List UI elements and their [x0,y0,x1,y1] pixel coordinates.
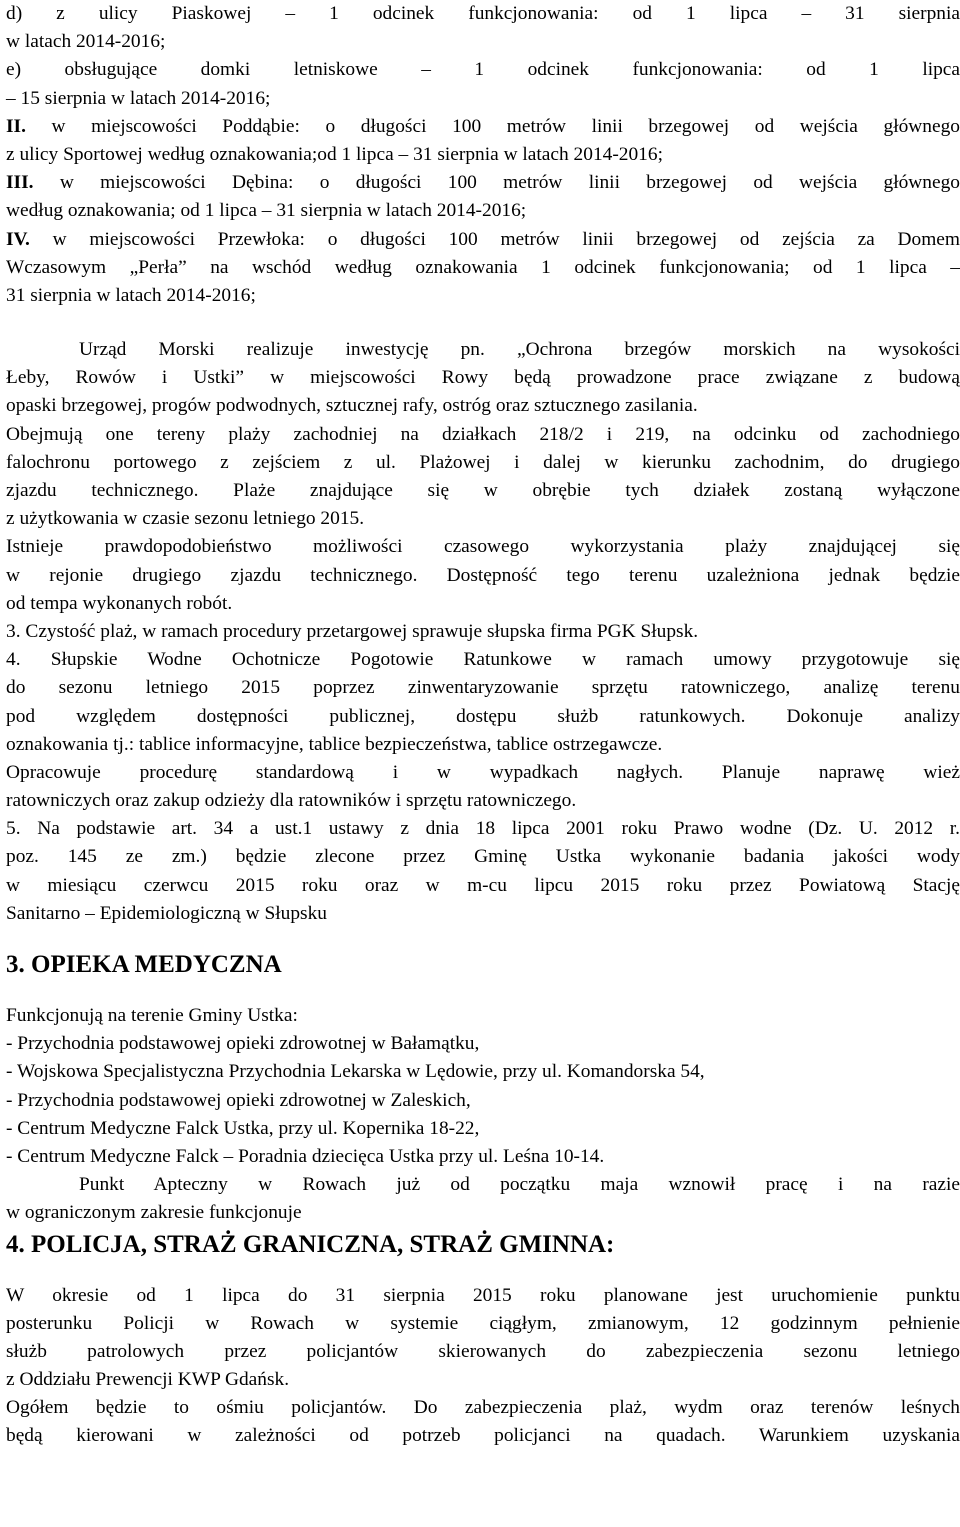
text-line: w ograniczonym zakresie funkcjonuje [6,1202,302,1224]
item-text: w miejscowości Dębina: o długości 100 metrów linii brzegowej od wejścia głównego [33,172,960,194]
list-item-II [6,113,960,169]
text-line: – 15 sierpnia w latach 2014-2016; [6,87,271,109]
list-continuation [6,0,960,113]
point-4 [6,646,960,815]
text-line: z ulicy Sportowej według oznakowania;od 1 lipca – 31 sierpnia w latach 2014-2016; [6,143,663,165]
text-line: ratowniczych oraz zakup odzieży dla ratowników i sprzętu ratowniczego. [6,790,577,812]
point-5 [6,815,960,928]
text-line: opaski brzegowej, progów podwodnych, sztucznej rafy, ostróg oraz sztucznego zasilania. [6,395,698,417]
text-line: e) obsługujące domki letniskowe – 1 odcinek funkcjonowania: od 1 lipca [6,59,960,81]
point-3 [6,618,960,646]
spacer [6,1262,960,1282]
text-line: 31 sierpnia w latach 2014-2016; [6,284,256,306]
paragraph-urzad-morski [6,336,960,618]
list-item: - Centrum Medyczne Falck Ustka, przy ul. Kopernika 18-22, [6,1117,480,1139]
text-line: 4. Słupskie Wodne Ochotnicze Pogotowie Ratunkowe w ramach umowy przygotowuje się [6,649,960,671]
item-text: w miejscowości Przewłoka: o długości 100 metrów linii brzegowej od zejścia za Domem [29,228,960,250]
section-police [6,1228,960,1451]
list-item-IV [6,226,960,311]
section-heading: 3. OPIEKA MEDYCZNA [6,951,282,978]
text-line: z użytkowania w czasie sezonu letniego 2015. [6,508,365,530]
text-line: Istnieje prawdopodobieństwo możliwości czasowego wykorzystania plaży znajdującej się [6,536,960,558]
item-marker: II. [6,115,26,137]
text-line [6,113,960,141]
text-line: Urząd Morski realizuje inwestycję pn. „Ochrona brzegów morskich na wysokości [79,339,960,361]
text-line: według oznakowania; od 1 lipca – 31 sierpnia w latach 2014-2016; [6,200,527,222]
item-marker: IV. [6,228,30,250]
list-item: - Przychodnia podstawowej opieki zdrowotnej w Zaleskich, [6,1089,471,1111]
text-line: Sanitarno – Epidemiologiczną w Słupsku [6,902,327,924]
document-page [6,0,960,1451]
text-line: Opracowuje procedurę standardową i w wypadkach nagłych. Planuje naprawę wież [6,761,960,783]
spacer [6,982,960,1002]
section-medical-care [6,948,960,1228]
text-line: falochronu portowego z zejściem z ul. Plażowej i dalej w kierunku zachodnim, do drugiego [6,451,960,473]
text-line: pod względem dostępności publicznej, dostępu służb ratunkowych. Dokonuje analizy [6,705,960,727]
text-line: będą kierowani w zależności od potrzeb policjanci na quadach. Warunkiem uzyskania [6,1425,960,1447]
text-line: Wczasowym „Perła” na wschód według oznakowania 1 odcinek funkcjonowania; od 1 lipca – [6,256,960,278]
text-line: Obejmują one tereny plaży zachodniej na działkach 218/2 i 219, na odcinku od zachodniego [6,423,960,445]
spacer [6,310,960,336]
text-line: od tempa wykonanych robót. [6,592,233,614]
list-item: - Wojskowa Specjalistyczna Przychodnia Lekarska w Lędowie, przy ul. Komandorska 54, [6,1061,705,1083]
text-line: do sezonu letniego 2015 poprzez zinwentaryzowanie sprzętu ratowniczego, analizę terenu [6,677,960,699]
text-line: poz. 145 ze zm.) będzie zlecone przez Gminę Ustka wykonanie badania jakości wody [6,846,960,868]
list-item-III [6,169,960,225]
text-line: d) z ulicy Piaskowej – 1 odcinek funkcjonowania: od 1 lipca – 31 sierpnia [6,3,960,24]
text-line: w rejonie drugiego zjazdu technicznego. Dostępność tego terenu uzależniona jednak będzie [6,564,960,586]
text-line [6,169,960,197]
text-line [6,226,960,254]
text-line: w miesiącu czerwcu 2015 roku oraz w m-cu lipcu 2015 roku przez Powiatową Stację [6,874,960,896]
text-line: zjazdu technicznego. Plaże znajdujące się w obrębie tych działek zostaną wyłączone [6,480,960,501]
text-line: w latach 2014-2016; [6,31,166,53]
text-line: z Oddziału Prewencji KWP Gdańsk. [6,1369,290,1391]
item-text: w miejscowości Poddąbie: o długości 100 metrów linii brzegowej od wejścia głównego [25,115,960,137]
text-line: Łeby, Rowów i Ustki” w miejscowości Rowy będą prowadzone prace związane z budową [6,367,960,389]
text-line: służb patrolowych przez policjantów skierowanych do zabezpieczenia sezonu letniego [6,1340,960,1362]
text-line: Ogółem będzie to ośmiu policjantów. Do zabezpieczenia plaż, wydm oraz terenów leśnych [6,1397,960,1419]
list-item: - Centrum Medyczne Falck – Poradnia dziecięca Ustka przy ul. Leśna 10-14. [6,1145,605,1167]
list-item: - Przychodnia podstawowej opieki zdrowotnej w Bałamątku, [6,1033,480,1055]
text-line: 5. Na podstawie art. 34 a ust.1 ustawy z dnia 18 lipca 2001 roku Prawo wodne (Dz. U. 2012 r. [6,818,960,840]
text-line: 3. Czystość plaż, w ramach procedury przetargowej sprawuje słupska firma PGK Słupsk. [6,620,699,642]
text-line: oznakowania tj.: tablice informacyjne, tablice bezpieczeństwa, tablice ostrzegawcze. [6,733,663,755]
text-line: W okresie od 1 lipca do 31 sierpnia 2015 roku planowane jest uruchomienie punktu [6,1284,960,1306]
text-line: posterunku Policji w Rowach w systemie ciągłym, zmianowym, 12 godzinnym pełnienie [6,1312,960,1334]
text-line: Punkt Apteczny w Rowach już od początku maja wznowił pracę i na razie [79,1174,960,1196]
section-intro: Funkcjonują na terenie Gminy Ustka: [6,1005,298,1026]
section-heading: 4. POLICJA, STRAŻ GRANICZNA, STRAŻ GMINNA: [6,1230,615,1258]
item-marker: III. [6,172,34,194]
spacer [6,928,960,948]
